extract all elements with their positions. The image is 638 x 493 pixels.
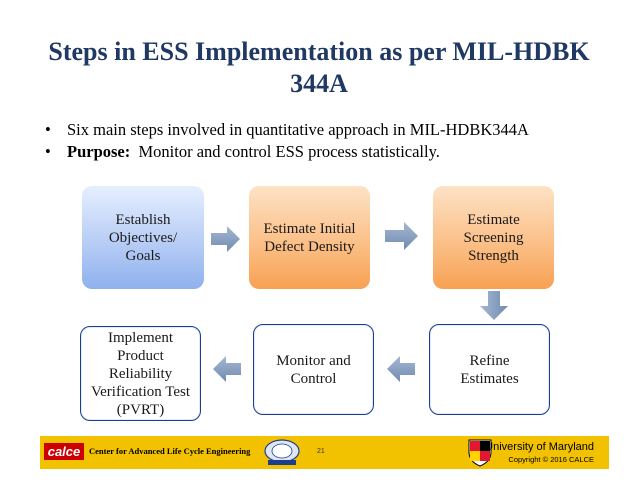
arrow-left-icon xyxy=(212,355,242,383)
arrow-left-icon xyxy=(386,355,416,383)
arrow-right-icon xyxy=(385,221,419,251)
university-name: University of Maryland xyxy=(485,441,594,453)
step-establish-objectives xyxy=(82,186,204,289)
slide-title: Steps in ESS Implementation as per MIL-HDBK 344A xyxy=(48,37,590,98)
step-refine-estimates xyxy=(429,324,550,415)
bullet-item xyxy=(45,119,625,141)
page-number: 21 xyxy=(317,448,325,455)
step-estimate-defect-density xyxy=(249,186,370,289)
step-label: Establish Objectives/ Goals xyxy=(108,211,178,264)
seal-logo-icon xyxy=(262,438,302,466)
step-label: Implement Product Reliability Verification Test (PVRT) xyxy=(90,329,191,418)
calce-logo: calce xyxy=(44,443,84,460)
center-name: Center for Advanced Life Cycle Engineering xyxy=(89,446,251,456)
bullet-text xyxy=(67,141,440,163)
footer-bar xyxy=(40,436,609,469)
arrow-down-icon xyxy=(479,291,509,321)
bullet-text: Six main steps involved in quantitative approach in MIL-HDBK344A xyxy=(67,120,529,139)
bullet-item xyxy=(45,141,625,163)
arrow-right-icon xyxy=(211,224,241,254)
step-label: Monitor and Control xyxy=(276,352,351,387)
step-label: Estimate Screening Strength xyxy=(463,211,524,264)
step-label: Estimate Initial Defect Density xyxy=(263,220,356,255)
step-label: Refine Estimates xyxy=(460,352,519,387)
step-implement-pvrt xyxy=(80,326,201,421)
step-estimate-screening-strength xyxy=(433,186,554,289)
bullet-marker: • xyxy=(45,120,51,139)
step-monitor-control xyxy=(253,324,374,415)
bullet-bold-label: Purpose: xyxy=(67,142,131,161)
bullet-list xyxy=(45,119,625,163)
bullet-marker: • xyxy=(45,142,51,161)
copyright: Copyright © 2016 CALCE xyxy=(508,455,594,464)
bullet-body: Monitor and control ESS process statistically. xyxy=(130,142,440,161)
